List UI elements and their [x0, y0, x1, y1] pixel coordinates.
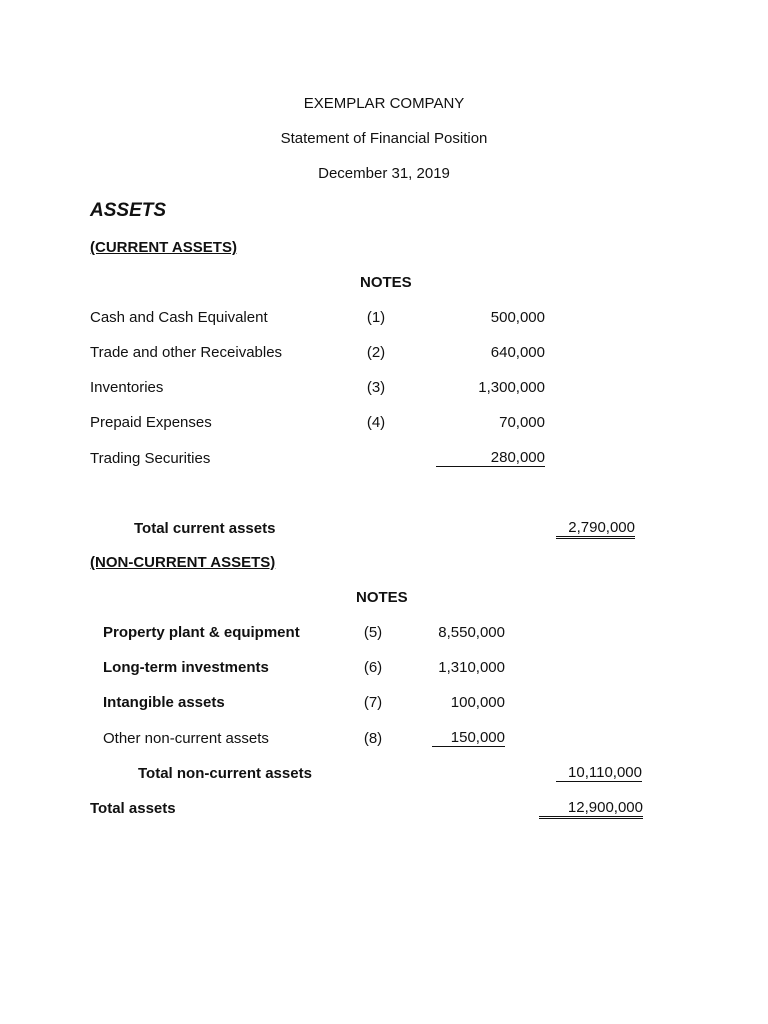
statement-title: Statement of Financial Position	[280, 130, 488, 147]
noncurrent-notes-header: NOTES	[356, 589, 408, 606]
current-row-amount: 70,000	[499, 414, 545, 431]
current-row-label: Trading Securities	[90, 450, 211, 467]
noncurrent-row-note: (5)	[363, 624, 383, 641]
noncurrent-row-amount: 100,000	[450, 694, 505, 711]
current-assets-heading: (CURRENT ASSETS)	[90, 239, 237, 256]
total-noncurrent-assets-amount: 10,110,000	[556, 765, 642, 782]
current-row-label: Cash and Cash Equivalent	[90, 309, 268, 326]
noncurrent-assets-heading: (NON-CURRENT ASSETS)	[90, 554, 276, 571]
noncurrent-row-amount: 8,550,000	[438, 624, 505, 641]
noncurrent-row-note: (6)	[363, 659, 383, 676]
current-row-amount: 640,000	[490, 344, 545, 361]
current-row-note: (1)	[366, 309, 386, 326]
current-notes-header: NOTES	[360, 274, 412, 291]
noncurrent-row-amount: 1,310,000	[438, 659, 505, 676]
company-name: EXEMPLAR COMPANY	[303, 95, 465, 112]
total-current-assets-label: Total current assets	[134, 520, 276, 537]
noncurrent-row-label: Intangible assets	[103, 694, 225, 711]
current-row-label: Prepaid Expenses	[90, 414, 212, 431]
noncurrent-row-label: Other non-current assets	[103, 730, 269, 747]
current-row-note: (4)	[366, 414, 386, 431]
noncurrent-row-note: (8)	[363, 730, 383, 747]
noncurrent-row-amount-underlined: 150,000	[432, 730, 505, 747]
total-current-assets-amount: 2,790,000	[556, 520, 635, 539]
total-noncurrent-assets-label: Total non-current assets	[138, 765, 312, 782]
total-assets-label: Total assets	[90, 800, 176, 817]
noncurrent-row-label: Property plant & equipment	[103, 624, 300, 641]
assets-heading: ASSETS	[90, 200, 167, 221]
total-assets-amount: 12,900,000	[539, 800, 643, 819]
current-row-label: Inventories	[90, 379, 164, 396]
current-row-label: Trade and other Receivables	[90, 344, 283, 361]
current-row-amount: 1,300,000	[478, 379, 545, 396]
statement-date: December 31, 2019	[318, 165, 450, 182]
noncurrent-row-label: Long-term investments	[103, 659, 269, 676]
current-row-note: (2)	[366, 344, 386, 361]
current-row-amount: 500,000	[490, 309, 545, 326]
current-row-note: (3)	[366, 379, 386, 396]
noncurrent-row-note: (7)	[363, 694, 383, 711]
current-row-amount-underlined: 280,000	[436, 450, 545, 467]
